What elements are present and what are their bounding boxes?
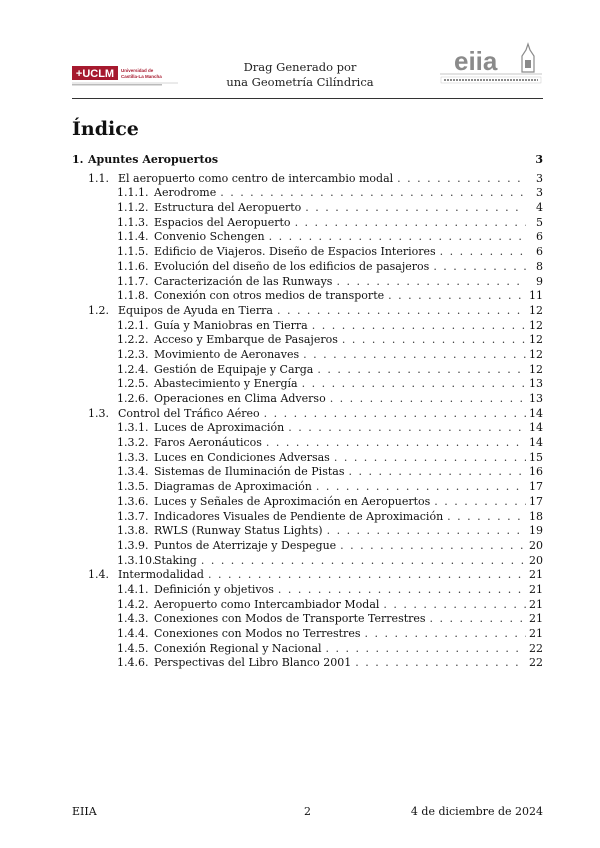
toc-dot-leader: [316, 480, 526, 495]
toc-entry-page: 21: [529, 582, 543, 596]
toc-subsection[interactable]: [72, 627, 543, 642]
toc-entry-number: 1.3.6.: [117, 494, 149, 508]
toc-entry-title[interactable]: Luces en Condiciones Adversas: [154, 450, 330, 464]
toc-dot-leader: [317, 363, 526, 378]
toc-entry-title[interactable]: Diagramas de Aproximación: [154, 480, 312, 494]
toc-subsection[interactable]: [72, 230, 543, 245]
toc-entry-page: 17: [529, 494, 543, 508]
toc-entry-number: 1.3.5.: [117, 480, 149, 494]
toc-subsection[interactable]: [72, 598, 543, 613]
toc-subsection[interactable]: [72, 642, 543, 657]
header-title: [200, 60, 400, 90]
toc-subsection[interactable]: [72, 392, 543, 407]
toc-subsection[interactable]: [72, 451, 543, 466]
toc-entry-title[interactable]: Conexiones con Modos de Transporte Terrestres: [154, 612, 426, 626]
toc-entry-title[interactable]: Espacios del Aeropuerto: [154, 215, 291, 229]
toc-entry-page: 21: [529, 627, 543, 640]
toc-entry-number: 1.2.6.: [117, 392, 149, 405]
toc-subsection[interactable]: [72, 377, 543, 392]
toc-entry-page: 12: [529, 347, 543, 361]
toc-dot-leader: [434, 495, 526, 510]
toc-dot-leader: [303, 348, 526, 363]
table-of-contents: [72, 153, 543, 671]
toc-entry-number: 1.1.6.: [117, 259, 149, 273]
toc-entry-page: 8: [536, 259, 543, 273]
toc-entry-number: 1.2.2.: [117, 333, 149, 347]
toc-entry-number: 1.1.8.: [117, 289, 149, 303]
toc-entry-number: 1.3.1.: [117, 421, 149, 435]
toc-entry-page: 12: [529, 362, 543, 376]
toc-dot-leader: [288, 421, 526, 436]
toc-entry-page: 12: [529, 303, 543, 317]
toc-entry-page: 9: [536, 274, 543, 288]
toc-dot-leader: [397, 172, 526, 187]
toc-entry-page: 14: [529, 406, 543, 420]
header-title-line2: una Geometría Cilíndrica: [226, 75, 374, 89]
toc-entry-title[interactable]: Aerodrome: [154, 186, 217, 200]
toc-entry-page: 14: [529, 436, 543, 450]
toc-entry-number: 1.4.1.: [117, 582, 149, 596]
header-rule: [72, 98, 543, 99]
toc-entry-number: 1.3.7.: [117, 509, 149, 523]
toc-entry-page: 14: [529, 421, 543, 435]
toc-entry-number: 1.2.4.: [117, 362, 149, 376]
toc-entry-page: 19: [529, 524, 543, 538]
toc-entry-page: 21: [529, 568, 543, 582]
toc-entry-page: 13: [529, 392, 543, 405]
toc-section[interactable]: [72, 304, 543, 319]
toc-entry-number: 1.1.: [88, 171, 109, 185]
page-header: [0, 0, 600, 110]
toc-entry-title[interactable]: Puntos de Aterrizaje y Despegue: [154, 538, 337, 552]
toc-dot-leader: [336, 275, 526, 290]
toc-entry-page: 5: [536, 215, 543, 229]
toc-entry-title[interactable]: Convenio Schengen: [154, 230, 265, 244]
toc-entry-number: 1.1.5.: [117, 245, 149, 259]
toc-dot-leader: [430, 612, 526, 627]
toc-entry-title[interactable]: Gestión de Equipaje y Carga: [154, 362, 314, 376]
page-number: 2: [304, 805, 311, 818]
toc-entry-number: 1.4.6.: [117, 656, 149, 670]
toc-subsection[interactable]: [72, 289, 543, 304]
header-title-line1: Drag Generado por: [243, 60, 357, 74]
toc-entry-title[interactable]: Operaciones en Clima Adverso: [154, 392, 326, 405]
toc-entry-title[interactable]: Luces y Señales de Aproximación en Aeropuertos: [154, 494, 431, 508]
toc-entry-page: 15: [529, 450, 543, 464]
toc-dot-leader: [295, 216, 526, 231]
toc-dot-leader: [277, 304, 526, 319]
toc-subsection[interactable]: [72, 465, 543, 480]
toc-entry-number: 1.3.9.: [117, 538, 149, 552]
toc-entry-page: 3: [536, 186, 543, 200]
toc-dot-leader: [208, 568, 526, 583]
toc-subsection[interactable]: [72, 216, 543, 231]
toc-entry-number: 1.3.10.: [117, 553, 156, 567]
toc-entry-page: 17: [529, 480, 543, 494]
uclm-logo: [72, 58, 178, 88]
toc-dot-leader: [278, 583, 526, 598]
toc-subsection[interactable]: [72, 260, 543, 275]
toc-entry-page: 20: [529, 553, 543, 567]
toc-subsection[interactable]: [72, 201, 543, 216]
toc-dot-leader: [340, 539, 526, 554]
toc-subsection[interactable]: [72, 510, 543, 525]
toc-entry-page: 21: [529, 597, 543, 611]
toc-entry-title[interactable]: El aeropuerto como centro de intercambio modal: [118, 171, 394, 185]
toc-dot-leader: [348, 465, 526, 480]
toc-subsection[interactable]: [72, 421, 543, 436]
toc-entry-title[interactable]: Evolución del diseño de los edificios de pasajeros: [154, 259, 430, 273]
toc-entry-title[interactable]: Luces de Aproximación: [154, 421, 285, 435]
toc-entry-number: 1.1.7.: [117, 274, 149, 288]
toc-section[interactable]: [72, 568, 543, 583]
toc-entry-number: 1.2.1.: [117, 318, 149, 332]
toc-subsection[interactable]: [72, 612, 543, 627]
toc-dot-leader: [433, 260, 526, 275]
toc-entry-number: 1.4.2.: [117, 597, 149, 611]
toc-entry-number: 1.1.1.: [117, 186, 149, 200]
toc-subsection[interactable]: [72, 348, 543, 363]
footer-left: EIIA: [72, 805, 97, 818]
toc-subsection[interactable]: [72, 583, 543, 598]
toc-entry-page: 20: [529, 538, 543, 552]
toc-dot-leader: [220, 186, 526, 201]
toc-dot-leader: [342, 333, 526, 348]
toc-subsection[interactable]: [72, 333, 543, 348]
toc-entry-title[interactable]: Control del Tráfico Aéreo: [118, 406, 260, 420]
toc-entry-number: 1.4.3.: [117, 612, 149, 626]
toc-dot-leader: [447, 510, 526, 525]
toc-entry-title[interactable]: Staking: [154, 553, 197, 567]
toc-entry-title[interactable]: Acceso y Embarque de Pasajeros: [154, 333, 338, 347]
toc-entry-page: 22: [529, 641, 543, 655]
toc-subsection[interactable]: [72, 539, 543, 554]
toc-dot-leader: [388, 289, 526, 304]
toc-entry-title[interactable]: Apuntes Aeropuertos: [88, 153, 219, 166]
toc-entry-title[interactable]: Guía y Maniobras en Tierra: [154, 318, 308, 332]
toc-entry-title[interactable]: Indicadores Visuales de Pendiente de Aproximación: [154, 509, 444, 523]
toc-entry-title[interactable]: Movimiento de Aeronaves: [154, 347, 300, 361]
toc-subsection[interactable]: [72, 480, 543, 495]
toc-entry-number: 1.2.3.: [117, 347, 149, 361]
svg-text:eiia: eiia: [454, 46, 498, 76]
toc-entry-page: 6: [536, 245, 543, 259]
toc-dot-leader: [305, 201, 526, 216]
toc-entry-title[interactable]: Caracterización de las Runways: [154, 274, 333, 288]
toc-dot-leader: [440, 245, 526, 260]
toc-entry-number: 1.3.8.: [117, 524, 149, 538]
svg-text:Castilla-La Mancha: Castilla-La Mancha: [121, 74, 162, 79]
toc-entry-number: 1.3.: [88, 406, 109, 420]
toc-subsection[interactable]: [72, 363, 543, 378]
svg-text:Universidad de: Universidad de: [121, 68, 154, 73]
toc-entry-title[interactable]: Conexión Regional y Nacional: [154, 641, 322, 655]
toc-dot-leader: [334, 451, 526, 466]
eiia-logo: [440, 40, 542, 90]
toc-dot-leader: [326, 642, 526, 657]
toc-subsection[interactable]: [72, 436, 543, 451]
toc-dot-leader: [266, 436, 526, 451]
toc-entry-page: 22: [529, 656, 543, 670]
toc-entry-number: 1.2.: [88, 303, 109, 317]
toc-entry-page: 18: [529, 509, 543, 523]
toc-subsection[interactable]: [72, 319, 543, 334]
toc-entry-page: 21: [529, 612, 543, 626]
toc-entry-title[interactable]: Abastecimiento y Energía: [154, 377, 298, 391]
toc-dot-leader: [364, 627, 526, 642]
toc-entry-title[interactable]: Perspectivas del Libro Blanco 2001: [154, 656, 352, 670]
toc-entry-title[interactable]: Estructura del Aeropuerto: [154, 201, 302, 215]
toc-entry-page: 11: [529, 289, 543, 303]
page-footer: [72, 805, 543, 818]
toc-entry-title[interactable]: Conexiones con Modos no Terrestres: [154, 627, 361, 640]
toc-entry-title[interactable]: Faros Aeronáuticos: [154, 436, 262, 450]
toc-entry-page: 6: [536, 230, 543, 244]
toc-entry-number: 1.1.4.: [117, 230, 149, 244]
toc-entry-title[interactable]: Sistemas de Iluminación de Pistas: [154, 465, 345, 479]
toc-entry-title[interactable]: Intermodalidad: [118, 568, 204, 582]
toc-dot-leader: [383, 598, 526, 613]
toc-entry-title[interactable]: Edificio de Viajeros. Diseño de Espacios Interiores: [154, 245, 436, 259]
toc-subsection[interactable]: [72, 495, 543, 510]
toc-entry-page: 16: [529, 465, 543, 479]
toc-entry-title[interactable]: Equipos de Ayuda en Tierra: [118, 303, 273, 317]
toc-section[interactable]: [72, 172, 543, 187]
toc-subsection[interactable]: [72, 275, 543, 290]
toc-entry-number: 1.4.4.: [117, 627, 149, 640]
page-title: Índice: [72, 118, 139, 140]
toc-entry-page: 3: [535, 153, 543, 166]
toc-entry-number: 1.4.: [88, 568, 109, 582]
toc-subsection[interactable]: [72, 186, 543, 201]
toc-entry-title[interactable]: Aeropuerto como Intercambiador Modal: [154, 597, 380, 611]
toc-subsection[interactable]: [72, 524, 543, 539]
toc-dot-leader: [312, 319, 526, 334]
toc-entry-page: 12: [529, 333, 543, 347]
toc-entry-number: 1.3.2.: [117, 436, 149, 450]
toc-entry-page: 12: [529, 318, 543, 332]
toc-entry-title[interactable]: Definición y objetivos: [154, 582, 274, 596]
toc-entry-page: 13: [529, 377, 543, 391]
toc-entry-number: 1.1.2.: [117, 201, 149, 215]
toc-chapter[interactable]: [72, 153, 543, 168]
toc-entry-page: 3: [536, 171, 543, 185]
toc-subsection[interactable]: [72, 656, 543, 671]
toc-entry-page: 4: [536, 201, 543, 215]
toc-section[interactable]: [72, 407, 543, 422]
toc-entry-number: 1.1.3.: [117, 215, 149, 229]
toc-dot-leader: [327, 524, 526, 539]
toc-entry-number: 1.2.5.: [117, 377, 149, 391]
toc-subsection[interactable]: [72, 245, 543, 260]
svg-text:+UCLM: +UCLM: [75, 68, 115, 80]
toc-dot-leader: [330, 392, 526, 407]
toc-dot-leader: [355, 656, 526, 671]
toc-subsection[interactable]: [72, 554, 543, 569]
toc-dot-leader: [269, 230, 526, 245]
footer-date: 4 de diciembre de 2024: [410, 805, 543, 818]
toc-dot-leader: [302, 377, 526, 392]
toc-entry-number: 1.: [72, 153, 84, 166]
toc-dot-leader: [264, 407, 526, 422]
toc-entry-title[interactable]: Conexión con otros medios de transporte: [154, 289, 385, 303]
toc-entry-title[interactable]: RWLS (Runway Status Lights): [154, 524, 323, 538]
toc-entry-number: 1.4.5.: [117, 641, 149, 655]
toc-entry-number: 1.3.4.: [117, 465, 149, 479]
toc-dot-leader: [201, 554, 526, 569]
toc-entry-number: 1.3.3.: [117, 450, 149, 464]
